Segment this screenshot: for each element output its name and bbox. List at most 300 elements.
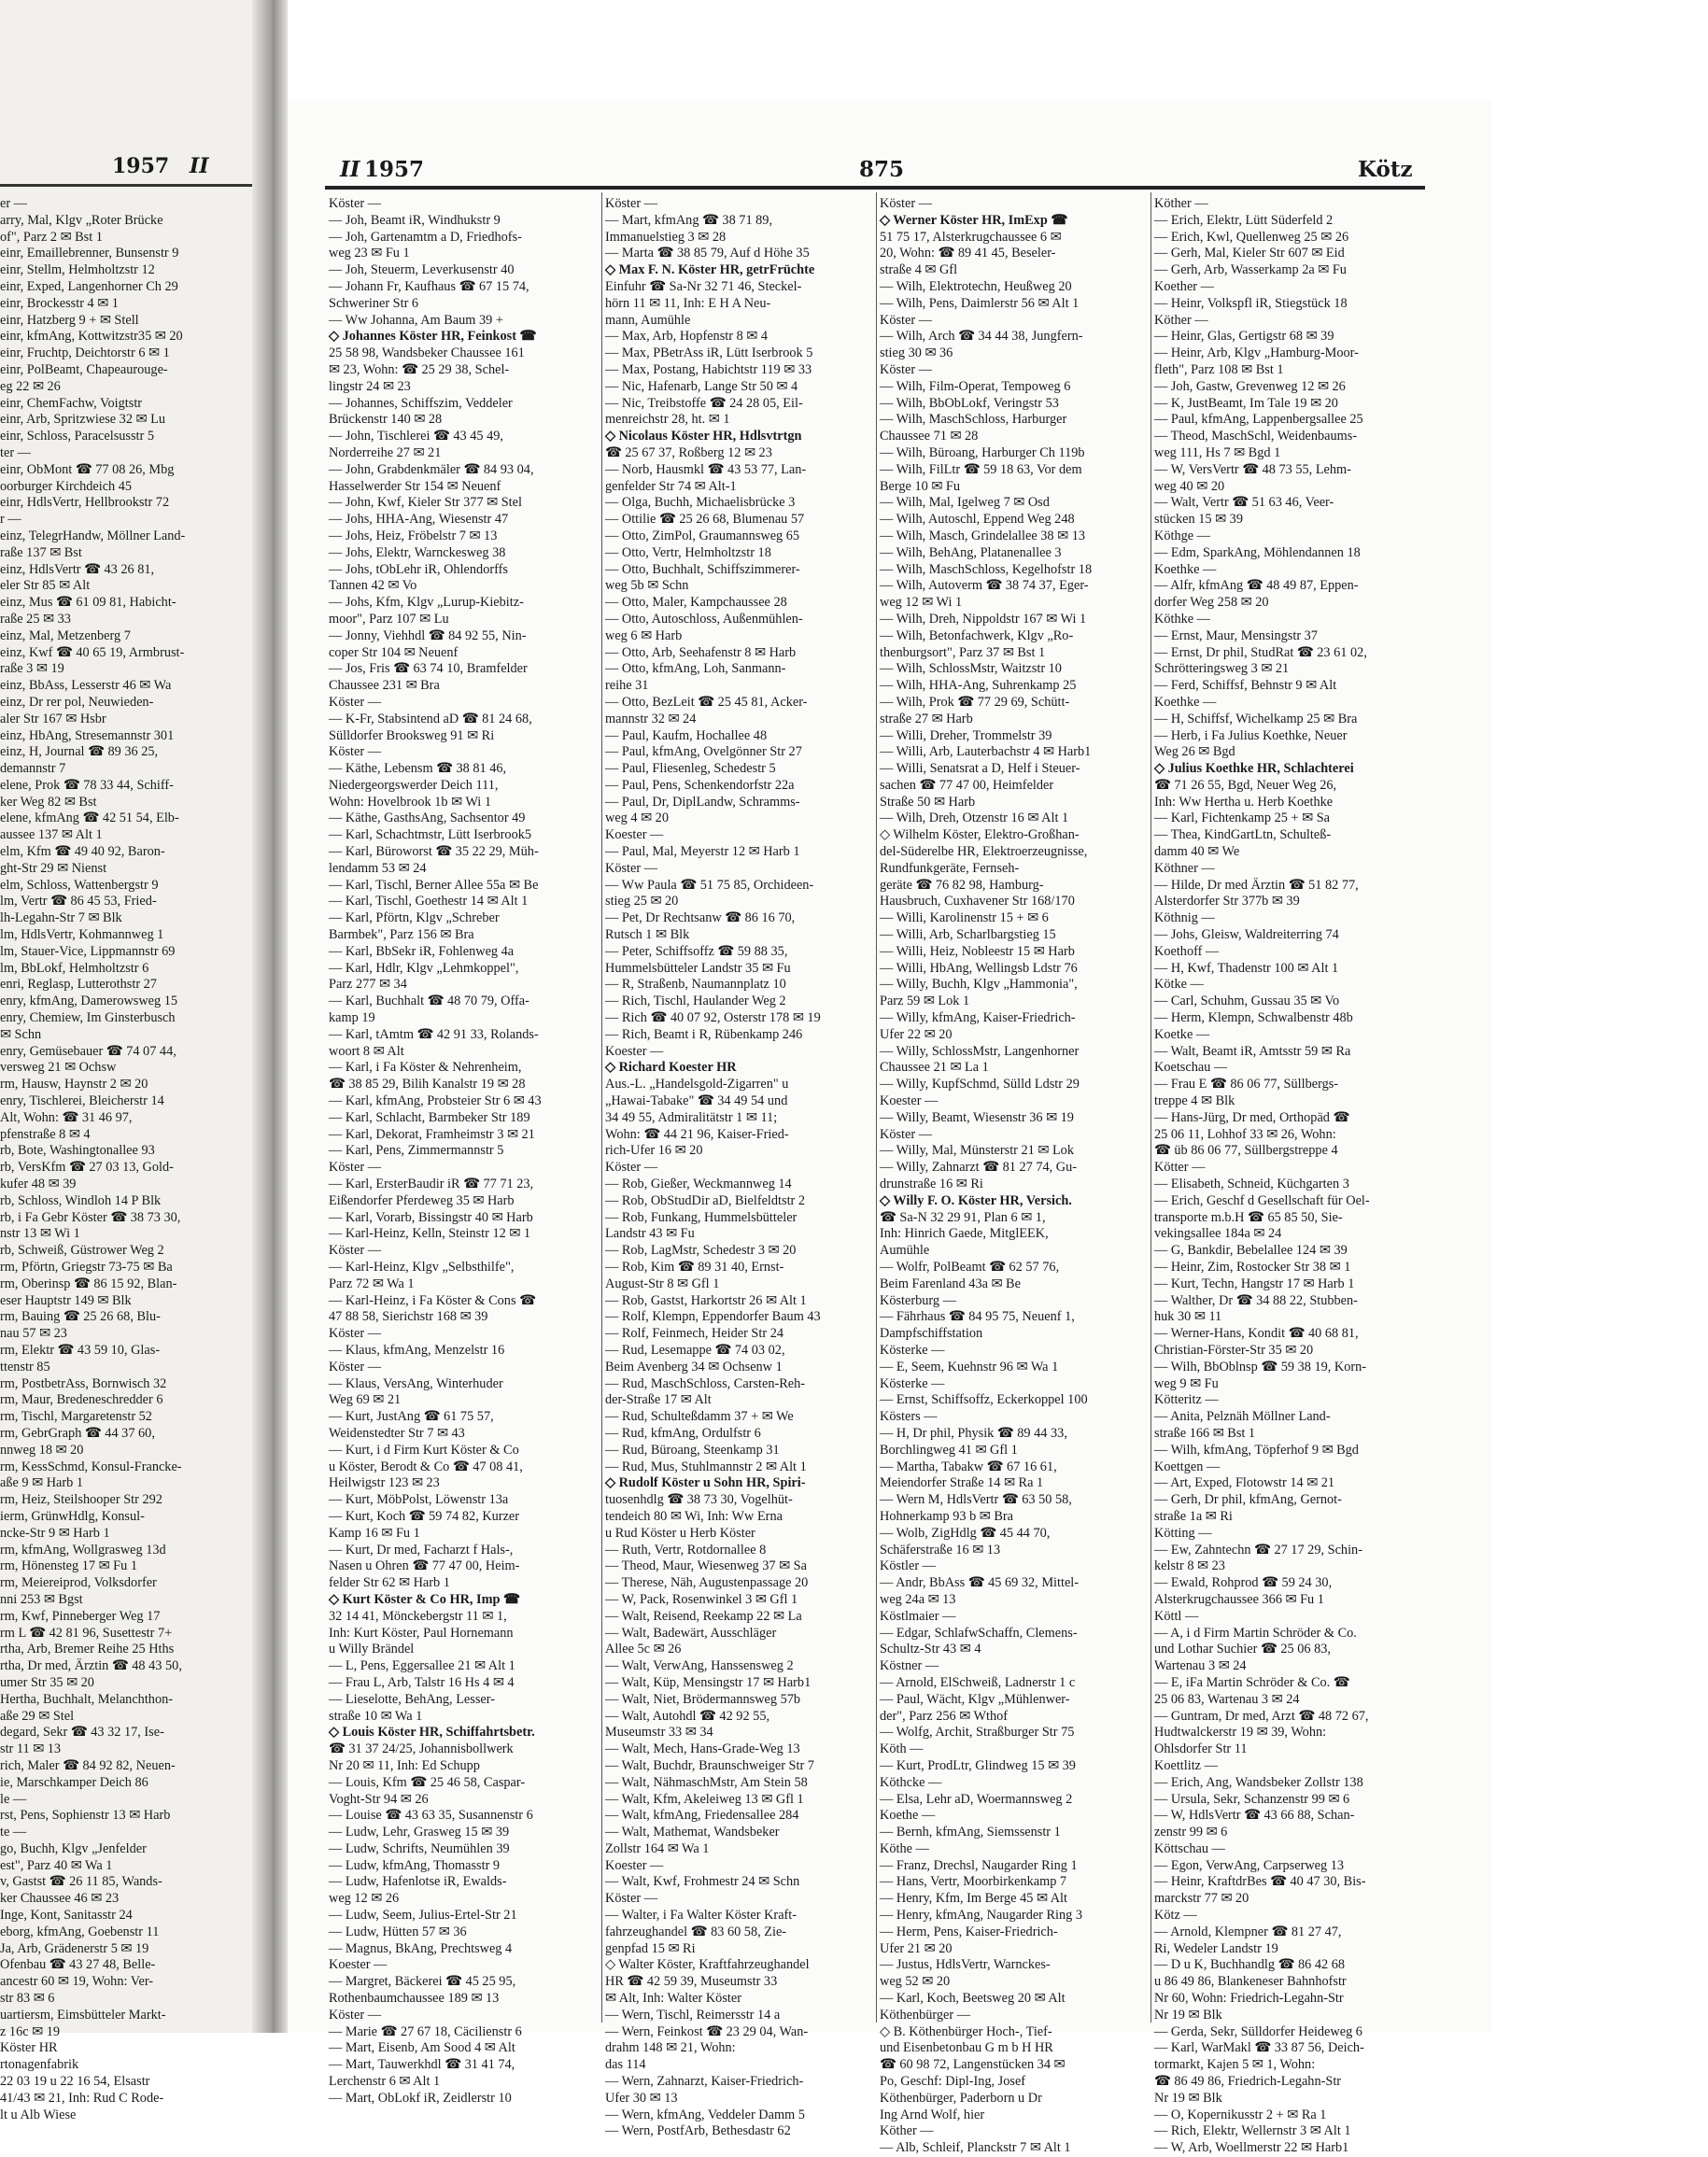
directory-entry-line: Köttschau —: [1154, 1840, 1225, 1856]
directory-entry-line: Hohnerkamp 93 b ✉ Bra: [880, 1508, 1014, 1524]
directory-entry-line: — Walt, kfmAng, Friedensallee 284: [605, 1808, 799, 1824]
directory-column-3: [880, 196, 1160, 2157]
directory-entry-line: nnweg 18 ✉ 20: [0, 1442, 84, 1458]
directory-entry-line: Weidenstedter Str 7 ✉ 43: [329, 1425, 465, 1441]
directory-entry-line: — Wilh, MaschSchloss, Kegelhofstr 18: [880, 561, 1093, 577]
directory-entry-line: raße 25 ✉ 33: [0, 611, 71, 627]
directory-entry-line: Koetschau —: [1154, 1060, 1228, 1076]
directory-entry-line: arry, Mal, Klgv „Roter Brücke: [0, 212, 163, 228]
directory-entry-line: — Rob, LagMstr, Schedestr 3 ✉ 20: [605, 1243, 797, 1259]
directory-entry-line: einr, Arb, Spritzwiese 32 ✉ Lu: [0, 412, 165, 428]
directory-entry-line: — Johannes, Schiffszim, Veddeler: [329, 395, 513, 411]
directory-entry-line: — Willy, Buchh, Klgv „Hammonia",: [880, 977, 1078, 993]
directory-entry-line: Köstner —: [880, 1658, 939, 1674]
directory-entry-line: — E, iFa Martin Schröder & Co. ☎: [1154, 1674, 1350, 1690]
directory-entry-line: — Karl, tAmtm ☎ 42 91 33, Rolands-: [329, 1026, 539, 1042]
directory-entry-line: — W, Pack, Rosenwinkel 3 ✉ Gfl 1: [605, 1591, 798, 1607]
directory-entry-line: — Erich, Ang, Wandsbeker Zollstr 138: [1154, 1774, 1363, 1790]
directory-entry-line: — Kurt, Techn, Hangstr 17 ✉ Harb 1: [1154, 1276, 1355, 1291]
directory-entry-line: — Alfr, kfmAng ☎ 48 49 87, Eppen-: [1154, 578, 1359, 594]
directory-entry-line: einr, PolBeamt, Chapeaurouge-: [0, 361, 168, 377]
directory-entry-line: Alt, Wohn: ☎ 31 46 97,: [0, 1109, 133, 1125]
directory-entry-line: Eißendorfer Pferdeweg 35 ✉ Harb: [329, 1192, 515, 1208]
directory-entry-line: Aus.-L. „Handelsgold-Zigarren" u: [605, 1077, 789, 1093]
directory-entry-line: Inh: Kurt Köster, Paul Hornemann: [329, 1625, 514, 1641]
directory-entry-line: er —: [0, 196, 27, 211]
directory-entry-line: reihe 31: [605, 678, 649, 694]
directory-entry-line: — K-Fr, Stabsintend aD ☎ 81 24 68,: [329, 711, 532, 726]
directory-entry-line: Christian-Förster-Str 35 ✉ 20: [1154, 1342, 1314, 1358]
directory-entry-line: rm, Elektr ☎ 43 59 10, Glas-: [0, 1342, 161, 1358]
directory-entry-line: enri, Reglasp, Lutterothstr 27: [0, 977, 157, 993]
directory-entry-line: — Ernst, Schiffsoffz, Eckerkoppel 100: [880, 1392, 1088, 1408]
directory-entry-line: — Johs, Heiz, Fröbelstr 7 ✉ 13: [329, 528, 498, 543]
directory-entry-line: — O, Kopernikusstr 2 + ✉ Ra 1: [1154, 2107, 1327, 2122]
directory-entry-line: — Bernh, kfmAng, Siemssenstr 1: [880, 1825, 1061, 1840]
directory-entry-line: 41/43 ✉ 21, Inh: Rud C Rode-: [0, 2090, 164, 2106]
directory-entry-line: — Karl, Schlacht, Barmbeker Str 189: [329, 1109, 530, 1125]
directory-entry-line: straße 27 ✉ Harb: [880, 711, 973, 726]
directory-entry-line: z 16c ✉ 19: [0, 2023, 60, 2039]
directory-entry-line: Köth —: [880, 1741, 924, 1757]
directory-entry-line: — Johs, Kfm, Klgv „Lurup-Kiebitz-: [329, 595, 524, 611]
directory-entry-line: Parz 72 ✉ Wa 1: [329, 1276, 415, 1291]
directory-entry-line: str 11 ✉ 13: [0, 1741, 62, 1757]
directory-entry-line: — Karl, Büroworst ☎ 35 22 29, Müh-: [329, 844, 539, 860]
directory-entry-line: rm, Hönensteg 17 ✉ Fu 1: [0, 1558, 137, 1574]
directory-entry-line: u Rud Köster u Herb Köster: [605, 1525, 755, 1541]
directory-entry-line: — Walt, Kfm, Akeleiweg 13 ✉ Gfl 1: [605, 1791, 804, 1807]
directory-entry-line: — Mart, Tauwerkhdl ☎ 31 41 74,: [329, 2057, 515, 2073]
directory-entry-line: — Wilh, BbObLokf, Veringstr 53: [880, 395, 1059, 411]
directory-entry-line: rm, Oberinsp ☎ 86 15 92, Blan-: [0, 1276, 177, 1291]
directory-entry-line: — Wilh, BbOblnsp ☎ 59 38 19, Korn-: [1154, 1359, 1367, 1375]
directory-entry-line: — Frau L, Arb, Talstr 16 Hs 4 ✉ 4: [329, 1674, 515, 1690]
directory-entry-line: Wohn: ☎ 44 21 96, Kaiser-Fried-: [605, 1126, 789, 1142]
directory-entry-line: straße 166 ✉ Bst 1: [1154, 1425, 1256, 1441]
directory-entry-line: Köster —: [880, 312, 932, 328]
directory-entry-line: — Willy, Beamt, Wiesenstr 36 ✉ 19: [880, 1109, 1074, 1125]
directory-entry-line: — Wilh, Film-Operat, Tempoweg 6: [880, 378, 1071, 394]
directory-entry-line: — Walt, VerwAng, Hanssensweg 2: [605, 1658, 794, 1674]
directory-entry-line: eser Hauptstr 149 ✉ Blk: [0, 1292, 132, 1308]
directory-entry-line: rtha, Arb, Bremer Reihe 25 Hths: [0, 1642, 175, 1657]
directory-entry-line: — Otto, kfmAng, Loh, Sanmann-: [605, 661, 786, 677]
directory-entry-line: Köster —: [329, 1359, 381, 1375]
directory-entry-line: — Ew, Zahntechn ☎ 27 17 29, Schin-: [1154, 1542, 1362, 1558]
directory-entry-line: — Louise ☎ 43 63 35, Susannenstr 6: [329, 1808, 533, 1824]
directory-entry-line: — Henry, Kfm, Im Berge 45 ✉ Alt: [880, 1891, 1067, 1907]
directory-entry-line: pfenstraße 8 ✉ 4: [0, 1126, 91, 1142]
directory-entry-line: Schweriner Str 6: [329, 295, 419, 311]
directory-column-2: [605, 196, 885, 2140]
directory-entry-line: — Peter, Schiffsoffz ☎ 59 88 35,: [605, 943, 788, 959]
directory-entry-line: Inh: Ww Hertha u. Herb Koethke: [1154, 794, 1334, 810]
directory-entry-line: — Erich, Kwl, Quellenweg 25 ✉ 26: [1154, 229, 1349, 245]
directory-entry-line: — Herb, i Fa Julius Koethke, Neuer: [1154, 727, 1348, 743]
directory-entry-line: — Hilde, Dr med Ärztin ☎ 51 82 77,: [1154, 877, 1359, 893]
directory-entry-line: felder Str 62 ✉ Harb 1: [329, 1575, 450, 1591]
directory-entry-line: aße 9 ✉ Harb 1: [0, 1475, 83, 1491]
directory-entry-line: einz, Mal, Metzenberg 7: [0, 627, 131, 643]
directory-entry-line: — Walter, i Fa Walter Köster Kraft-: [605, 1908, 798, 1924]
directory-entry-line: — Karl, BbSekr iR, Fohlenweg 4a: [329, 943, 515, 959]
directory-entry-line: — Rob, Gastst, Harkortstr 26 ✉ Alt 1: [605, 1292, 807, 1308]
directory-entry-line: — E, Seem, Kuehnstr 96 ✉ Wa 1: [880, 1359, 1059, 1375]
directory-entry-line: — Joh, Gartenamtm a D, Friedhofs-: [329, 229, 522, 245]
directory-entry-line: lm, Stauer-Vice, Lippmannstr 69: [0, 943, 176, 959]
directory-entry-line: — Johann Fr, Kaufhaus ☎ 67 15 74,: [329, 278, 529, 294]
directory-entry-line: Koester —: [605, 827, 664, 843]
directory-entry-line: — G, Bankdir, Bebelallee 124 ✉ 39: [1154, 1243, 1348, 1259]
directory-entry-line: — Rich ☎ 40 07 92, Osterstr 178 ✉ 19: [605, 1010, 821, 1026]
directory-entry-line: Tannen 42 ✉ Vo: [329, 578, 417, 594]
directory-entry-line: Hertha, Buchhalt, Melanchthon-: [0, 1691, 174, 1707]
directory-entry-line: of", Parz 2 ✉ Bst 1: [0, 229, 103, 245]
directory-entry-line: Köster —: [329, 1243, 381, 1259]
directory-entry-line: ◇ Rudolf Köster u Sohn HR, Spiri-: [605, 1475, 806, 1491]
directory-entry-line: — Rich, Tischl, Haulander Weg 2: [605, 994, 786, 1009]
directory-entry-line: ancestr 60 ✉ 19, Wohn: Ver-: [0, 1974, 154, 1990]
directory-entry-line: — Johs, HHA-Ang, Wiesenstr 47: [329, 512, 509, 528]
directory-entry-line: — John, Grabdenkmäler ☎ 84 93 04,: [329, 461, 534, 477]
directory-entry-line: — Ludw, Hütten 57 ✉ 36: [329, 1924, 467, 1939]
directory-entry-line: Köthcke —: [880, 1774, 942, 1790]
directory-entry-line: — Joh, Steuerm, Leverkusenstr 40: [329, 262, 515, 278]
directory-entry-line: r —: [0, 512, 21, 528]
directory-entry-line: tendeich 80 ✉ Wi, Inh: Ww Erna: [605, 1508, 783, 1524]
directory-entry-line: drunstraße 16 ✉ Ri: [880, 1177, 983, 1192]
directory-entry-line: — Joh, Beamt iR, Windhukstr 9: [329, 212, 501, 228]
directory-entry-line: te —: [0, 1825, 27, 1840]
directory-entry-line: Koester —: [329, 1957, 388, 1973]
directory-entry-line: — Walther, Dr ☎ 34 88 22, Stubben-: [1154, 1292, 1358, 1308]
directory-entry-line: ker Chaussee 46 ✉ 23: [0, 1891, 120, 1907]
directory-entry-line: Ri, Wedeler Landstr 19: [1154, 1940, 1278, 1956]
directory-entry-line: — Walt, Vertr ☎ 51 63 46, Veer-: [1154, 495, 1334, 511]
directory-entry-line: — Egon, VerwAng, Carpserweg 13: [1154, 1857, 1345, 1873]
directory-entry-line: genpfad 15 ✉ Ri: [605, 1940, 696, 1956]
directory-entry-line: einz, Kwf ☎ 40 65 19, Armbrust-: [0, 644, 185, 660]
directory-entry-line: — L, Pens, Eggersallee 21 ✉ Alt 1: [329, 1658, 515, 1674]
directory-entry-line: — Wilh, Betonfachwerk, Klgv „Ro-: [880, 627, 1074, 643]
directory-entry-line: Ing Arnd Wolf, hier: [880, 2107, 985, 2122]
directory-entry-line: — Kurt, Koch ☎ 59 74 82, Kurzer: [329, 1508, 520, 1524]
directory-entry-line: — Ludw, Schrifts, Neumühlen 39: [329, 1840, 510, 1856]
directory-entry-line: Weg 26 ✉ Bgd: [1154, 744, 1235, 760]
directory-entry-line: — Magnus, BkAng, Prechtsweg 4: [329, 1940, 513, 1956]
directory-entry-line: Borchlingweg 41 ✉ Gfl 1: [880, 1442, 1018, 1458]
directory-entry-line: ◇ Nicolaus Köster HR, Hdlsvtrtgn: [605, 429, 802, 444]
directory-entry-line: Allee 5c ✉ 26: [605, 1642, 682, 1657]
directory-entry-line: kelstr 8 ✉ 23: [1154, 1558, 1225, 1574]
directory-column-1: [329, 196, 609, 2108]
directory-entry-line: Landstr 43 ✉ Fu: [605, 1226, 695, 1242]
directory-entry-line: Ufer 30 ✉ 13: [605, 2090, 678, 2106]
directory-entry-line: — Rich, Beamt i R, Rübenkamp 246: [605, 1026, 803, 1042]
directory-entry-line: Ufer 22 ✉ 20: [880, 1026, 953, 1042]
directory-entry-line: elene, kfmAng ☎ 42 51 54, Elb-: [0, 811, 179, 826]
directory-entry-line: einz, HdlsVertr ☎ 43 26 81,: [0, 561, 155, 577]
book-gutter: [273, 0, 288, 2033]
page-header: [340, 157, 1708, 189]
directory-entry-line: Kötz —: [1154, 1908, 1197, 1924]
directory-entry-line: ☎ üb 86 06 77, Süllbergstreppe 4: [1154, 1143, 1338, 1159]
directory-entry-line: rm, Bauing ☎ 25 26 68, Blu-: [0, 1309, 161, 1325]
directory-entry-line: — Max, Postang, Habichtstr 119 ✉ 33: [605, 361, 812, 377]
directory-entry-line: — Gerda, Sekr, Sülldorfer Heideweg 6: [1154, 2023, 1362, 2039]
directory-entry-line: einr, Schloss, Paracelsusstr 5: [0, 429, 155, 444]
directory-entry-line: — A, i d Firm Martin Schröder & Co.: [1154, 1625, 1357, 1641]
directory-entry-line: der-Straße 17 ✉ Alt: [605, 1392, 712, 1408]
directory-entry-line: kufer 48 ✉ 39: [0, 1177, 77, 1192]
directory-entry-line: Koethoff —: [1154, 943, 1220, 959]
directory-entry-line: est", Parz 40 ✉ Wa 1: [0, 1857, 113, 1873]
directory-entry-line: Koethe —: [880, 1808, 936, 1824]
directory-entry-line: — Karl-Heinz, Klgv „Selbsthilfe",: [329, 1260, 515, 1275]
directory-entry-line: — Walt, Reisend, Reekamp 22 ✉ La: [605, 1608, 802, 1624]
directory-entry-line: ☎ 31 37 24/25, Johannisbollwerk: [329, 1741, 514, 1757]
directory-entry-line: weg 5b ✉ Schn: [605, 578, 689, 594]
directory-entry-line: ncke-Str 9 ✉ Harb 1: [0, 1525, 110, 1541]
directory-entry-line: geräte ☎ 76 82 98, Hamburg-: [880, 877, 1044, 893]
directory-entry-line: — Carl, Schuhm, Gussau 35 ✉ Vo: [1154, 994, 1340, 1009]
directory-entry-line: 22 03 19 u 22 16 54, Elsastr: [0, 2074, 150, 2090]
directory-entry-line: 25 58 98, Wandsbeker Chaussee 161: [329, 345, 525, 361]
directory-entry-line: lendamm 53 ✉ 24: [329, 860, 427, 876]
directory-entry-line: weg 52 ✉ 20: [880, 1974, 951, 1990]
directory-entry-line: einz, H, Journal ☎ 89 36 25,: [0, 744, 159, 760]
left-header-year: 1957: [112, 154, 170, 178]
directory-entry-line: — Heinr, KraftdrBes ☎ 40 47 30, Bis-: [1154, 1874, 1366, 1890]
directory-entry-line: — Ferd, Schiffsf, Behnstr 9 ✉ Alt: [1154, 678, 1337, 694]
header-year: 1957: [364, 157, 425, 182]
directory-entry-line: — Heinr, Glas, Gertigstr 68 ✉ 39: [1154, 329, 1334, 345]
directory-entry-line: — Willy, KupfSchmd, Sülld Ldstr 29: [880, 1077, 1080, 1093]
directory-entry-line: — Rud, Lesemappe ☎ 74 03 02,: [605, 1342, 785, 1358]
directory-entry-line: — Therese, Näh, Augustenpassage 20: [605, 1575, 809, 1591]
directory-entry-line: einr, ObMont ☎ 77 08 26, Mbg: [0, 461, 175, 477]
directory-entry-line: u Köster, Berodt & Co ☎ 47 08 41,: [329, 1459, 523, 1474]
directory-entry-line: — Nic, Treibstoffe ☎ 24 28 05, Eil-: [605, 395, 803, 411]
directory-entry-line: nau 57 ✉ 23: [0, 1326, 67, 1342]
directory-entry-line: einz, Dr rer pol, Neuwieden-: [0, 694, 154, 710]
directory-entry-line: und Lothar Suchier ☎ 25 06 83,: [1154, 1642, 1331, 1657]
directory-entry-line: Kösterburg —: [880, 1292, 956, 1308]
directory-entry-line: ◇ Richard Koester HR: [605, 1060, 737, 1076]
directory-entry-line: stieg 30 ✉ 36: [880, 345, 953, 361]
directory-entry-line: — Otto, Autoschloss, Außenmühlen-: [605, 611, 803, 627]
directory-entry-line: Lerchenstr 6 ✉ Alt 1: [329, 2074, 441, 2090]
directory-entry-line: weg 6 ✉ Harb: [605, 627, 683, 643]
directory-entry-line: — Paul, kfmAng, Ovelgönner Str 27: [605, 744, 802, 760]
directory-entry-line: — Joh, Gastw, Grevenweg 12 ✉ 26: [1154, 378, 1346, 394]
directory-entry-line: lt u Alb Wiese: [0, 2107, 77, 2122]
directory-entry-line: — Otto, BezLeit ☎ 25 45 81, Acker-: [605, 694, 808, 710]
directory-entry-line: rm, kfmAng, Wollgrasweg 13d: [0, 1542, 166, 1558]
directory-entry-line: ie, Marschkamper Deich 86: [0, 1774, 148, 1790]
directory-entry-line: einr, HdlsVertr, Hellbrookstr 72: [0, 495, 170, 511]
directory-entry-line: — Käthe, GasthsAng, Sachsentor 49: [329, 811, 526, 826]
directory-entry-line: Nr 60, Wohn: Friedrich-Legahn-Str: [1154, 1991, 1344, 2007]
directory-entry-line: — Wilh, Pens, Daimlerstr 56 ✉ Alt 1: [880, 295, 1080, 311]
directory-entry-line: ◇ Walter Köster, Kraftfahrzeughandel: [605, 1957, 810, 1973]
directory-entry-line: einr, Brockesstr 4 ✉ 1: [0, 295, 119, 311]
directory-entry-line: ght-Str 29 ✉ Nienst: [0, 860, 107, 876]
directory-entry-line: 47 88 58, Sierichstr 168 ✉ 39: [329, 1309, 488, 1325]
directory-entry-line: Chaussee 71 ✉ 28: [880, 429, 979, 444]
directory-entry-line: — Wolb, ZigHdlg ☎ 45 44 70,: [880, 1525, 1051, 1541]
directory-entry-line: Köster —: [605, 860, 657, 876]
directory-entry-line: rm, KessSchmd, Konsul-Francke-: [0, 1459, 182, 1474]
directory-entry-line: — Rolf, Feinmech, Heider Str 24: [605, 1326, 783, 1342]
directory-entry-line: Koethke —: [1154, 694, 1217, 710]
directory-entry-line: elm, Schloss, Wattenbergstr 9: [0, 877, 159, 893]
directory-entry-line: Köster HR: [0, 2040, 58, 2056]
directory-entry-line: weg 111, Hs 7 ✉ Bgd 1: [1154, 444, 1281, 460]
directory-entry-line: — Rud, Mus, Stuhlmannstr 2 ✉ Alt 1: [605, 1459, 807, 1474]
directory-entry-line: Köttl —: [1154, 1608, 1199, 1624]
directory-entry-line: — Klaus, kfmAng, Menzelstr 16: [329, 1342, 505, 1358]
directory-entry-line: — Walt, Kwf, Frohmestr 24 ✉ Schn: [605, 1874, 800, 1890]
directory-entry-line: — Anita, Pelznäh Möllner Land-: [1154, 1409, 1331, 1425]
directory-entry-line: — K, JustBeamt, Im Tale 19 ✉ 20: [1154, 395, 1338, 411]
directory-entry-line: Meiendorfer Straße 14 ✉ Ra 1: [880, 1475, 1044, 1491]
directory-entry-line: ☎ 86 49 86, Friedrich-Legahn-Str: [1154, 2074, 1342, 2090]
directory-entry-line: — Willi, Arb, Scharlbargstieg 15: [880, 927, 1056, 943]
directory-entry-line: — Wilh, BehAng, Platanenallee 3: [880, 544, 1062, 560]
directory-entry-line: — Paul, kfmAng, Lappenbergsallee 25: [1154, 412, 1363, 428]
directory-entry-line: Kösterke —: [880, 1342, 945, 1358]
directory-entry-line: ◇ Julius Koethke HR, Schlachterei: [1154, 761, 1354, 777]
directory-entry-line: damm 40 ✉ We: [1154, 844, 1240, 860]
directory-entry-line: — Guntram, Dr med, Arzt ☎ 48 72 67,: [1154, 1708, 1369, 1724]
directory-entry-line: Koester —: [605, 1857, 664, 1873]
directory-entry-line: — Kurt, MöbPolst, Löwenstr 13a: [329, 1492, 509, 1508]
directory-entry-line: 32 14 41, Mönckebergstr 11 ✉ 1,: [329, 1608, 507, 1624]
directory-entry-line: Rundfunkgeräte, Fernseh-: [880, 860, 1020, 876]
directory-entry-line: Köster —: [329, 694, 381, 710]
directory-entry-line: — Rud, kfmAng, Ordulfstr 6: [605, 1425, 761, 1441]
directory-entry-line: Alsterkrugchaussee 366 ✉ Fu 1: [1154, 1591, 1324, 1607]
directory-entry-line: rm, Meiereiprod, Volksdorfer: [0, 1575, 157, 1591]
directory-entry-line: Alsterdorfer Str 377b ✉ 39: [1154, 894, 1300, 909]
directory-entry-line: — Ww Johanna, Am Baum 39 +: [329, 312, 503, 328]
directory-entry-line: kamp 19: [329, 1010, 375, 1026]
directory-entry-line: einr, Emaillebrenner, Bunsenstr 9: [0, 246, 179, 261]
directory-entry-line: Inge, Kont, Sanitasstr 24: [0, 1908, 133, 1924]
directory-entry-line: — Ewald, Rohprod ☎ 59 24 30,: [1154, 1575, 1333, 1591]
directory-entry-line: u 86 49 86, Blankeneser Bahnhofstr: [1154, 1974, 1347, 1990]
directory-entry-line: — Wilh, Dreh, Nippoldstr 167 ✉ Wi 1: [880, 611, 1087, 627]
directory-entry-line: Heilwigstr 123 ✉ 23: [329, 1475, 440, 1491]
directory-entry-line: — Paul, Mal, Meyerstr 12 ✉ Harb 1: [605, 844, 800, 860]
directory-entry-line: — Otto, Arb, Seehafenstr 8 ✉ Harb: [605, 644, 797, 660]
directory-entry-line: raße 3 ✉ 19: [0, 661, 64, 677]
directory-entry-line: — Art, Exped, Flotowstr 14 ✉ 21: [1154, 1475, 1335, 1491]
directory-entry-line: 34 49 55, Admiralitätstr 1 ✉ 11;: [605, 1109, 778, 1125]
directory-entry-line: ter —: [0, 444, 31, 460]
directory-entry-line: — Otto, ZimPol, Graumannsweg 65: [605, 528, 800, 543]
directory-entry-line: Schultz-Str 43 ✉ 4: [880, 1642, 981, 1657]
directory-entry-line: ttenstr 85: [0, 1359, 50, 1375]
directory-entry-line: — Wilh, Büroang, Harburger Ch 119b: [880, 444, 1085, 460]
directory-entry-line: Wartenau 3 ✉ 24: [1154, 1658, 1247, 1674]
directory-entry-line: Köster —: [329, 1160, 381, 1176]
directory-entry-line: stücken 15 ✉ 39: [1154, 512, 1243, 528]
directory-entry-line: ◇ Johannes Köster HR, Feinkost ☎: [329, 329, 537, 345]
directory-entry-line: ☎ 25 67 37, Roßberg 12 ✉ 23: [605, 444, 772, 460]
directory-entry-line: Aumühle: [880, 1243, 930, 1259]
directory-entry-line: Köthke —: [1154, 611, 1210, 627]
directory-entry-line: Koettgen —: [1154, 1459, 1221, 1474]
directory-entry-line: Dampfschiffstation: [880, 1326, 983, 1342]
left-page-column: [0, 196, 250, 2123]
directory-entry-line: rm, Tischl, Margaretenstr 52: [0, 1409, 152, 1425]
directory-entry-line: rm, Pförtn, Griegstr 73-75 ✉ Ba: [0, 1260, 173, 1275]
directory-entry-line: — D u K, Buchhandlg ☎ 86 42 68: [1154, 1957, 1346, 1973]
directory-entry-line: coper Str 104 ✉ Neuenf: [329, 644, 459, 660]
directory-entry-line: Koethke —: [1154, 561, 1217, 577]
directory-entry-line: ◇ Louis Köster HR, Schiffahrtsbetr.: [329, 1725, 535, 1741]
directory-entry-line: Schäferstraße 16 ✉ 13: [880, 1542, 1001, 1558]
directory-entry-line: HR ☎ 42 59 39, Museumstr 33: [605, 1974, 778, 1990]
directory-entry-line: ✉ 23, Wohn: ☎ 25 29 38, Schel-: [329, 361, 510, 377]
directory-entry-line: — Otto, Vertr, Helmholtzstr 18: [605, 544, 771, 560]
directory-entry-line: Inh: Hinrich Gaede, MitglEEK,: [880, 1226, 1049, 1242]
directory-entry-line: Köther —: [1154, 312, 1208, 328]
directory-entry-line: fleth", Parz 108 ✉ Bst 1: [1154, 361, 1284, 377]
directory-entry-line: — Herm, Klempn, Schwalbenstr 48b: [1154, 1010, 1353, 1026]
directory-entry-line: str 83 ✉ 6: [0, 1991, 55, 2007]
directory-entry-line: — Max, PBetrAss iR, Lütt Iserbrook 5: [605, 345, 813, 361]
directory-entry-line: Köster —: [329, 196, 381, 211]
directory-entry-line: Kösters —: [880, 1409, 938, 1425]
directory-entry-line: — Hans, Vertr, Moorbirkenkamp 7: [880, 1874, 1067, 1890]
directory-entry-line: — Heinr, Zim, Rostocker Str 38 ✉ 1: [1154, 1260, 1351, 1275]
directory-entry-line: — H, Dr phil, Physik ☎ 89 44 33,: [880, 1425, 1067, 1441]
directory-entry-line: — W, VersVertr ☎ 48 73 55, Lehm-: [1154, 461, 1351, 477]
directory-entry-line: Straße 50 ✉ Harb: [880, 794, 976, 810]
directory-entry-line: — Edgar, SchlafwSchaffn, Clemens-: [880, 1625, 1078, 1641]
directory-entry-line: — Rob, ObStudDir aD, Bielfeldtstr 2: [605, 1192, 806, 1208]
directory-entry-line: Hausbruch, Cuxhavener Str 168/170: [880, 894, 1075, 909]
directory-entry-line: weg 24a ✉ 13: [880, 1591, 956, 1607]
directory-entry-line: Köthenbürger, Paderborn u Dr: [880, 2090, 1042, 2106]
directory-entry-line: Hasselwerder Str 154 ✉ Neuenf: [329, 478, 501, 494]
directory-entry-line: weg 12 ✉ 26: [329, 1891, 400, 1907]
directory-entry-line: — Otto, Maler, Kampchaussee 28: [605, 595, 787, 611]
directory-entry-line: Museumstr 33 ✉ 34: [605, 1725, 713, 1741]
directory-entry-line: — Marie ☎ 27 67 18, Cäcilienstr 6: [329, 2023, 522, 2039]
directory-entry-line: — Nic, Hafenarb, Lange Str 50 ✉ 4: [605, 378, 798, 394]
directory-entry-line: „Hawai-Tabake" ☎ 34 49 54 und: [605, 1093, 788, 1109]
directory-entry-line: — Paul, Dr, DiplLandw, Schramms-: [605, 794, 800, 810]
left-header-volume: II: [189, 154, 209, 178]
directory-entry-line: — Walt, Küp, Mensingstr 17 ✉ Harb1: [605, 1674, 812, 1690]
directory-entry-line: — Wilh, HHA-Ang, Suhrenkamp 25: [880, 678, 1077, 694]
directory-entry-line: eg 22 ✉ 26: [0, 378, 61, 394]
directory-entry-line: — Walt, Mathemat, Wandsbeker: [605, 1825, 780, 1840]
directory-entry-line: — Heinr, Volkspfl iR, Stiegstück 18: [1154, 295, 1348, 311]
directory-entry-line: — Wilh, Mal, Igelweg 7 ✉ Osd: [880, 495, 1050, 511]
directory-entry-line: fahrzeughandel ☎ 83 60 58, Zie-: [605, 1924, 787, 1939]
directory-entry-line: sachen ☎ 77 47 00, Heimfelder: [880, 777, 1054, 793]
directory-entry-line: rich-Ufer 16 ✉ 20: [605, 1143, 703, 1159]
directory-entry-line: — Walt, Beamt iR, Amtsstr 59 ✉ Ra: [1154, 1043, 1351, 1059]
directory-entry-line: — W, HdlsVertr ☎ 43 66 88, Schan-: [1154, 1808, 1355, 1824]
directory-entry-line: Rutsch 1 ✉ Blk: [605, 927, 690, 943]
